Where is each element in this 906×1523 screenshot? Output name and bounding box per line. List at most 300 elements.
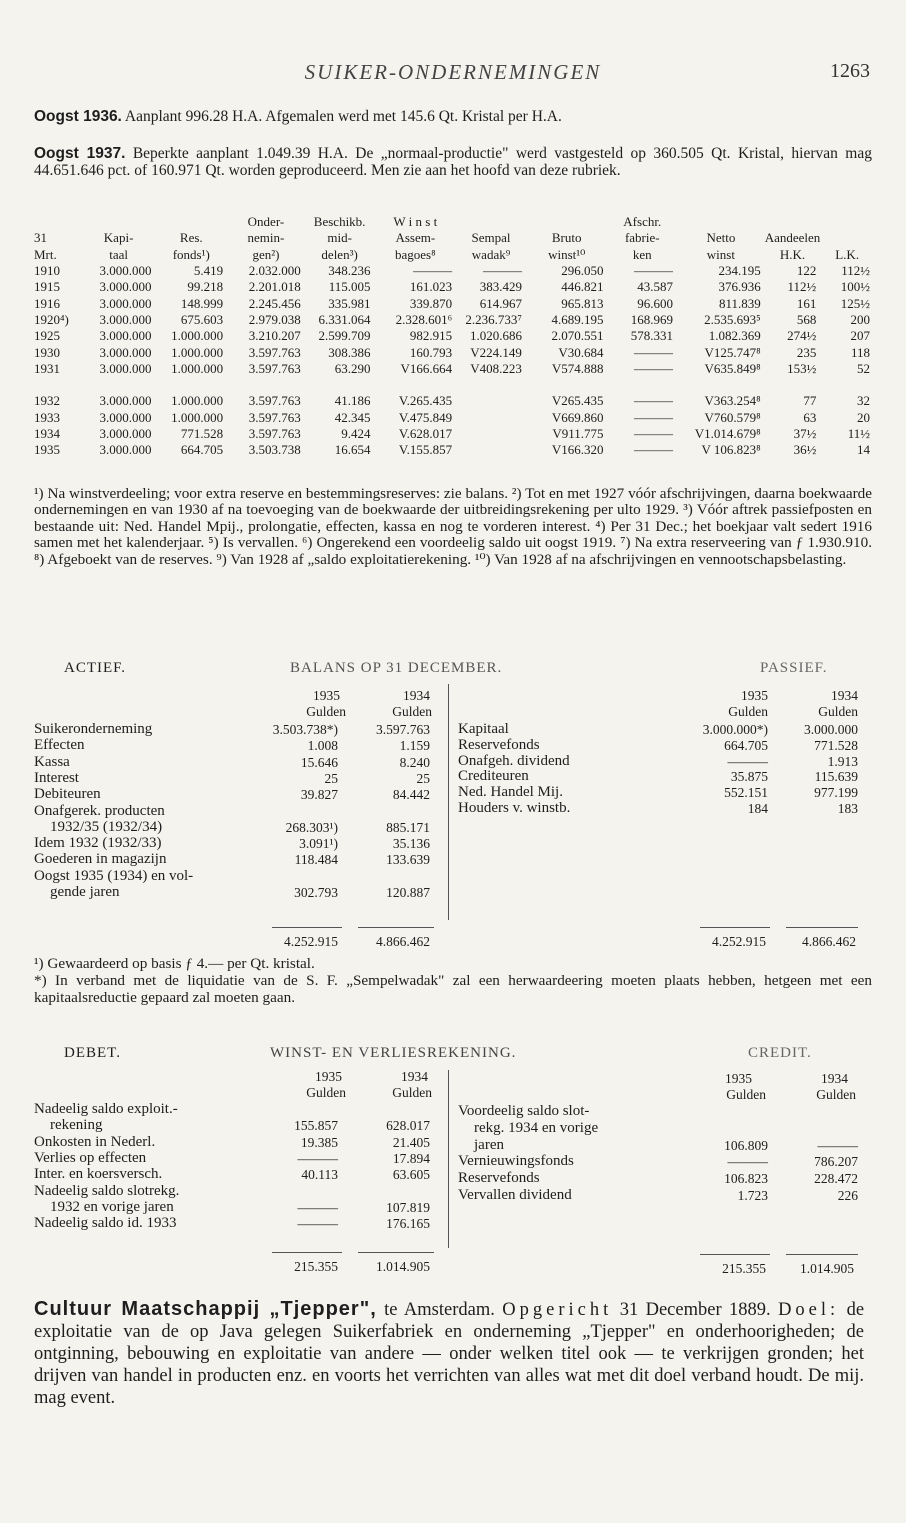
- actief-item-value-1934: 25: [416, 770, 430, 786]
- stats-row: [34, 328, 874, 344]
- stats-value-cell: V363.254⁸: [704, 393, 761, 409]
- credit-item-value-1935: ———: [727, 1154, 768, 1170]
- statistics-table: [34, 214, 874, 458]
- winst-credit-total-1934: 1.014.905: [800, 1261, 854, 1276]
- stats-value-cell: 20: [857, 409, 870, 425]
- debet-item-value-1935: ———: [297, 1199, 338, 1215]
- stats-value-cell: [677, 377, 765, 393]
- passief-item-label: Ned. Handel Mij.: [458, 784, 563, 801]
- stats-value-cell: 160.793: [409, 344, 453, 360]
- debet-item-label: Nadeelig saldo id. 1933: [34, 1215, 177, 1232]
- stats-value-cell: V911.775: [552, 426, 604, 441]
- actief-item-value-1934: 1.159: [399, 738, 430, 754]
- stats-value-cell: [375, 377, 457, 393]
- stats-value-cell: 578.331: [630, 328, 674, 344]
- stats-value-cell: [82, 377, 156, 393]
- stats-value-cell: 36½: [793, 442, 817, 458]
- stats-header-cell: wadak⁹: [471, 246, 511, 262]
- stats-value-cell: 122: [796, 263, 817, 279]
- stats-value-cell: V224.149: [470, 344, 522, 360]
- credit-item-value-1935: 1.723: [737, 1188, 768, 1203]
- passief-item-value-1935: 35.875: [730, 769, 768, 785]
- stats-header-cell: [677, 214, 765, 230]
- actief-item-label: gende jaren: [50, 884, 120, 900]
- actief-item-value-1934: 8.240: [399, 754, 430, 770]
- actief-item-value-1934: 120.887: [386, 885, 430, 900]
- credit-item-value-1935: 106.823: [724, 1171, 768, 1187]
- stats-year-cell: 1932: [34, 393, 60, 409]
- balans-actief-title: ACTIEF.: [64, 660, 127, 676]
- balans-actief-year1: 1935: [313, 688, 340, 703]
- stats-value-cell: 296.050: [561, 263, 604, 279]
- stats-value-cell: 1.000.000: [171, 328, 224, 344]
- stats-value-cell: 3.000.000: [99, 263, 152, 279]
- page-number: 1263: [830, 60, 870, 82]
- stats-value-cell: 3.000.000: [99, 344, 152, 360]
- stats-year-cell: 1934: [34, 426, 60, 441]
- credit-item-label: Voordeelig saldo slot-: [458, 1103, 590, 1119]
- actief-item-label: Onafgerek. producten: [34, 802, 165, 819]
- stats-header-cell: [456, 214, 526, 230]
- stats-row: [34, 393, 874, 409]
- stats-value-cell: 234.195: [718, 263, 761, 279]
- balans-passief-unit1: Gulden: [728, 704, 768, 719]
- debet-item-label: rekening: [50, 1117, 103, 1134]
- stats-header-cell: fabrie-: [624, 230, 660, 246]
- stats-value-cell: 3.000.000: [99, 442, 152, 458]
- stats-header-cell: Kapi-: [103, 230, 134, 246]
- opgericht-text: 31 December 1889.: [619, 1300, 771, 1320]
- stats-header-cell: [34, 214, 82, 230]
- stats-year-cell: 1930: [34, 344, 60, 360]
- stats-value-cell: ———: [634, 409, 674, 425]
- stats-value-cell: 3.597.763: [248, 393, 301, 409]
- stats-header-cell: gen²): [252, 246, 280, 262]
- winst-debet-year1: 1935: [315, 1069, 342, 1084]
- winst-credit-unit2: Gulden: [816, 1087, 856, 1102]
- stats-value-cell: [526, 377, 608, 393]
- stats-value-cell: 3.597.763: [248, 360, 301, 376]
- company-name: Cultuur Maatschappij „Tjepper",: [34, 1298, 377, 1320]
- balans-footnote-2: *) In verband met de liquidatie van de S. F. „Sempelwadak" zal een herwaardeering moeten plaats hebben, hetgeen met een kapitaalsreductie gepaard zal moeten gaan.: [34, 972, 872, 1006]
- stats-value-cell: ———: [634, 442, 674, 458]
- stats-header-cell: ken: [632, 246, 652, 262]
- stats-value-cell: 41.186: [334, 393, 371, 409]
- stats-value-cell: [305, 377, 375, 393]
- stats-value-cell: 1.000.000: [171, 360, 224, 376]
- passief-item-value-1935: 664.705: [724, 737, 768, 753]
- stats-row: [34, 410, 874, 426]
- winst-debet-title: DEBET.: [64, 1045, 121, 1061]
- stats-header-row: [34, 247, 874, 263]
- stats-value-cell: ———: [634, 263, 674, 279]
- stats-row: [34, 442, 874, 458]
- stats-value-cell: V265.435: [551, 393, 604, 409]
- balans-passief-year2: 1934: [831, 688, 858, 703]
- balans-passief-total-1934: 4.866.462: [802, 934, 856, 949]
- passief-item-value-1934: 771.528: [814, 737, 858, 753]
- stats-value-cell: 3.000.000: [99, 426, 152, 441]
- stats-header-cell: [820, 230, 874, 246]
- passief-item-value-1934: 1.913: [827, 753, 858, 769]
- stats-value-cell: [456, 393, 526, 409]
- stats-value-cell: 675.603: [180, 311, 224, 327]
- debet-item-label: Onkosten in Nederl.: [34, 1133, 156, 1150]
- stats-row: [34, 295, 874, 311]
- passief-item-value-1934: 3.000.000: [804, 722, 858, 737]
- doel-text: de exploitatie van de op Java gelegen Suikerfabriek en onderneming „Tjepper" en onderhoorigheden; de ontginning, bebouwing en exploitatie van andere — onder welken titel ook — te verkrijgen gronden; het drijven van handel in producten enz. en voorts het verrichten van alles wat met dit doel verband houdt. De mij. mag event.: [34, 1300, 865, 1408]
- stats-value-cell: 100½: [840, 279, 870, 295]
- stats-value-cell: 3.000.000: [99, 393, 152, 409]
- stats-value-cell: 99.218: [187, 279, 224, 295]
- doel-label: Doel:: [778, 1300, 840, 1320]
- stats-value-cell: 43.587: [637, 279, 674, 295]
- actief-item-label: Goederen in magazijn: [34, 851, 167, 868]
- stats-value-cell: 16.654: [334, 442, 371, 458]
- stats-value-cell: [456, 426, 526, 442]
- debet-item-value-1934: 63.605: [392, 1167, 430, 1183]
- passief-item-value-1935: ———: [727, 753, 768, 769]
- stats-value-cell: 168.969: [630, 311, 674, 327]
- debet-item-value-1935: 40.113: [301, 1167, 338, 1183]
- stats-value-cell: [456, 377, 526, 393]
- balans-footnote-1: ¹) Gewaardeerd op basis ƒ 4.— per Qt. kristal.: [34, 955, 315, 972]
- actief-item-value-1935: 25: [324, 770, 338, 786]
- stats-value-cell: 235: [796, 344, 817, 360]
- winst-credit-total-rule2: [786, 1254, 858, 1255]
- stats-value-cell: 52: [857, 360, 870, 376]
- stats-value-cell: 3.000.000: [99, 360, 152, 376]
- credit-item-label: Vernieuwingsfonds: [458, 1153, 574, 1170]
- stats-value-cell: ———: [634, 393, 674, 409]
- actief-item-label: Oogst 1935 (1934) en vol-: [34, 867, 194, 884]
- stats-value-cell: 125½: [840, 295, 870, 311]
- stats-value-cell: 3.210.207: [248, 328, 301, 344]
- stats-value-cell: 112½: [841, 263, 870, 279]
- balans-passief-total-rule2: [786, 927, 858, 928]
- stats-header-cell: Afschr.: [623, 214, 662, 230]
- debet-item-label: Nadeelig saldo slotrekg.: [34, 1182, 180, 1199]
- oogst-1936-label: Oogst 1936.: [34, 108, 122, 125]
- stats-value-cell: 207: [850, 328, 870, 344]
- winst-credit-unit1: Gulden: [726, 1087, 766, 1102]
- debet-item-label: Verlies op effecten: [34, 1149, 147, 1166]
- stats-header-cell: L.K.: [835, 246, 860, 262]
- stats-value-cell: 3.597.763: [248, 344, 301, 360]
- stats-value-cell: 1.000.000: [171, 344, 224, 360]
- actief-item-value-1935: 302.793: [294, 885, 338, 900]
- stats-value-cell: 37½: [793, 426, 817, 441]
- stats-value-cell: 446.821: [561, 279, 604, 295]
- actief-item-label: Kassa: [34, 753, 70, 770]
- running-header-title: SUIKER-ONDERNEMINGEN: [304, 60, 602, 84]
- oogst-1937-paragraph: [34, 146, 872, 180]
- stats-value-cell: V.155.857: [398, 442, 453, 458]
- stats-year-cell: 1931: [34, 360, 60, 376]
- debet-item-value-1935: 155.857: [294, 1118, 338, 1134]
- stats-value-cell: 14: [857, 442, 870, 458]
- stats-value-cell: 2.032.000: [248, 263, 301, 279]
- debet-item-label: Inter. en koersversch.: [34, 1166, 163, 1183]
- actief-item-value-1934: 35.136: [392, 836, 430, 852]
- passief-item-label: Houders v. winstb.: [458, 800, 571, 816]
- actief-item-value-1934: 84.442: [392, 787, 430, 803]
- stats-value-cell: V574.888: [551, 360, 604, 376]
- stats-value-cell: 1.020.686: [469, 328, 522, 344]
- stats-year-cell: [34, 377, 82, 393]
- stats-value-cell: V 106.823⁸: [701, 442, 761, 458]
- winst-credit-total-1935: 215.355: [722, 1261, 766, 1276]
- credit-item-value-1934: 786.207: [814, 1154, 858, 1170]
- stats-value-cell: 2.201.018: [248, 279, 301, 295]
- credit-item-value-1934: 228.472: [814, 1171, 858, 1187]
- passief-item-value-1935: 552.151: [724, 785, 768, 801]
- passief-item-value-1934: 115.639: [814, 769, 858, 785]
- stats-value-cell: [820, 377, 874, 393]
- stats-value-cell: 811.839: [718, 295, 761, 311]
- credit-item-value-1934: 226: [837, 1188, 858, 1203]
- stats-header-cell: [155, 214, 227, 230]
- stats-header-cell: H.K.: [779, 246, 806, 262]
- stats-value-cell: 32: [857, 393, 870, 409]
- passief-item-label: Onafgeh. dividend: [458, 752, 570, 769]
- passief-item-value-1935: 184: [747, 801, 768, 816]
- passief-item-label: Kapitaal: [458, 721, 509, 737]
- stats-value-cell: V669.860: [551, 409, 604, 425]
- stats-value-cell: 3.000.000: [99, 328, 152, 344]
- stats-value-cell: 308.386: [328, 344, 371, 360]
- actief-item-value-1935: 3.503.738*): [272, 722, 338, 737]
- stats-row: [34, 361, 874, 377]
- stats-row: [34, 279, 874, 295]
- stats-header-cell: Sempal: [471, 230, 511, 246]
- oogst-1937-text: Beperkte aanplant 1.049.39 H.A. De „normaal-productie" werd vastgesteld op 360.505 Qt. Kristal, hiervan mag 44.651.646 pct. of 160.971 Qt. worden geproduceerd. Men zie aan het hoofd van deze rubriek.: [34, 145, 872, 179]
- winst-credit-title: CREDIT.: [748, 1045, 812, 1061]
- stats-row: [34, 344, 874, 360]
- debet-item-label: Nadeelig saldo exploit.-: [34, 1101, 178, 1117]
- balans-actief-total-1935: 4.252.915: [284, 934, 338, 949]
- balans-actief-total-rule1: [272, 927, 342, 928]
- oogst-1936-paragraph: [34, 109, 872, 126]
- stats-row: [34, 263, 874, 279]
- stats-value-cell: 112½: [787, 279, 817, 295]
- stats-value-cell: 3.000.000: [99, 311, 152, 327]
- company-location: te Amsterdam.: [384, 1300, 495, 1320]
- stats-header-cell: fonds¹): [172, 246, 210, 262]
- stats-value-cell: 6.331.064: [318, 311, 371, 327]
- stats-value-cell: V408.223: [470, 360, 522, 376]
- stats-value-cell: 3.000.000: [99, 279, 152, 295]
- stats-value-cell: 771.528: [180, 426, 224, 441]
- stats-header-cell: mid-: [327, 230, 352, 246]
- stats-value-cell: 339.870: [409, 295, 453, 311]
- stats-header-cell: taal: [109, 246, 128, 262]
- winst-credit-total-rule1: [700, 1254, 770, 1255]
- stats-header-cell: Aandeelen: [764, 230, 821, 246]
- stats-value-cell: V166.320: [551, 442, 604, 458]
- stats-value-cell: 5.419: [193, 263, 224, 279]
- winst-debet-total-1934: 1.014.905: [376, 1259, 430, 1274]
- stats-header-cell: Netto: [706, 230, 736, 246]
- debet-item-value-1934: 176.165: [386, 1216, 430, 1232]
- winst-title: WINST- EN VERLIESREKENING.: [270, 1045, 517, 1061]
- stats-value-cell: 1.000.000: [171, 409, 224, 425]
- stats-header-cell: Assem-: [395, 230, 436, 246]
- stats-value-cell: [765, 377, 821, 393]
- stats-value-cell: 77: [803, 393, 817, 409]
- balans-actief-total-1934: 4.866.462: [376, 934, 430, 949]
- actief-item-value-1934: 885.171: [386, 819, 430, 835]
- actief-item-label: Idem 1932 (1932/33): [34, 835, 162, 852]
- stats-header-cell: winst¹⁰: [548, 246, 586, 262]
- stats-header-cell: [820, 214, 874, 230]
- stats-value-cell: 42.345: [334, 409, 371, 425]
- passief-item-value-1934: 183: [837, 801, 858, 816]
- passief-item-label: Reservefonds: [458, 736, 540, 753]
- stats-value-cell: 153½: [787, 360, 817, 376]
- stats-header-cell: [765, 214, 821, 230]
- stats-value-cell: V.628.017: [398, 426, 453, 441]
- actief-item-label: Suikeronderneming: [34, 721, 153, 737]
- stats-value-cell: 3.597.763: [248, 409, 301, 425]
- debet-item-value-1934: 628.017: [386, 1118, 430, 1134]
- stats-value-cell: 148.999: [180, 295, 224, 311]
- debet-item-value-1934: 21.405: [392, 1134, 430, 1150]
- balans-divider: [448, 684, 449, 920]
- oogst-1936-text: Aanplant 996.28 H.A. Afgemalen werd met 145.6 Qt. Kristal per H.A.: [124, 108, 562, 125]
- actief-item-value-1935: 1.008: [307, 738, 338, 754]
- stats-value-cell: [227, 377, 305, 393]
- stats-value-cell: 2.245.456: [248, 295, 301, 311]
- stats-value-cell: 200: [850, 311, 870, 327]
- stats-header-cell: nemin-: [247, 230, 285, 246]
- stats-header-cell: winst: [706, 246, 735, 262]
- stats-value-cell: 2.328.601⁶: [395, 311, 453, 327]
- stats-year-cell: 1910: [34, 263, 60, 279]
- winst-debet-unit2: Gulden: [392, 1085, 432, 1100]
- stats-value-cell: V166.664: [400, 360, 453, 376]
- stats-value-cell: 161.023: [409, 279, 453, 295]
- stats-value-cell: ———: [413, 263, 453, 279]
- winst-debet-total-rule1: [272, 1252, 342, 1253]
- stats-value-cell: 664.705: [180, 442, 224, 458]
- winst-credit-year1: 1935: [725, 1071, 752, 1086]
- winst-debet-unit1: Gulden: [306, 1085, 346, 1100]
- company-paragraph: [34, 1298, 864, 1409]
- actief-item-value-1935: 15.646: [300, 754, 338, 770]
- balans-passief-unit2: Gulden: [818, 704, 858, 719]
- balans-passief-total-rule1: [700, 927, 770, 928]
- stats-value-cell: 161: [796, 295, 817, 311]
- stats-value-cell: 965.813: [561, 295, 604, 311]
- balans-title: BALANS OP 31 DECEMBER.: [290, 660, 503, 676]
- actief-item-label: Interest: [34, 769, 79, 786]
- stats-header-cell: [526, 214, 608, 230]
- winst-credit-year2: 1934: [821, 1071, 848, 1086]
- actief-item-label: Debiteuren: [34, 786, 101, 803]
- stats-value-cell: 3.597.763: [248, 426, 301, 441]
- actief-item-label: 1932/35 (1932/34): [50, 818, 163, 835]
- stats-row: [34, 312, 874, 328]
- balans-actief-year2: 1934: [403, 688, 430, 703]
- balans-actief-unit2: Gulden: [392, 704, 432, 719]
- stats-year-cell: 1916: [34, 295, 60, 311]
- credit-item-label: rekg. 1934 en vorige: [474, 1119, 599, 1136]
- stats-header-cell: [82, 214, 156, 230]
- stats-row: [34, 426, 874, 442]
- footnotes-paragraph: ¹) Na winstverdeeling; voor extra reserve en bestemmingsreserves: zie balans. ²) Tot en met 1927 vóór afschrijvingen, daarna boekwaarde ondernemingen en van 1930 af na toevoeging van de boekwaarde der uitbreidingsrekening per ulto 1929. ³) Vóór aftrek passiefposten en bestaande uit: Ned. Handel Mpij., prolongatie, effecten, kassa en nog te vorderen interest. ⁴) Per 31 Dec.; het boekjaar valt sedert 1916 samen met het kalenderjaar. ⁵) Is vervallen. ⁶) Ongerekend een voordeelig saldo uit oogst 1919. ⁷) Na extra reserveering van ƒ 1.930.910. ⁸) Afgeboekt van de reserves. ⁹) Van 1928 af „saldo exploitatierekening. ¹⁰) Van 1928 af na afschrijvingen en vennootschapsbelasting.: [34, 485, 872, 568]
- stats-value-cell: 2.979.038: [248, 311, 301, 327]
- balans-passief-year1: 1935: [741, 688, 768, 703]
- stats-value-cell: [456, 410, 526, 426]
- credit-item-value-1935: 106.809: [724, 1137, 768, 1153]
- stats-value-cell: V.475.849: [398, 409, 453, 425]
- stats-value-cell: 11½: [847, 426, 870, 441]
- stats-value-cell: ———: [634, 426, 674, 441]
- debet-item-value-1934: 17.894: [392, 1150, 430, 1166]
- stats-header-cell: Onder-: [247, 214, 285, 230]
- debet-item-value-1935: ———: [297, 1150, 338, 1166]
- debet-item-label: 1932 en vorige jaren: [50, 1198, 174, 1215]
- stats-value-cell: 1.000.000: [171, 393, 224, 409]
- opgericht-label: Opgericht: [502, 1300, 613, 1320]
- stats-value-cell: V.265.435: [398, 393, 453, 409]
- debet-item-value-1935: ———: [297, 1216, 338, 1232]
- actief-item-value-1935: 3.091¹): [299, 836, 338, 852]
- stats-year-cell: 1935: [34, 442, 60, 458]
- stats-value-cell: ———: [634, 344, 674, 360]
- stats-year-cell: 1915: [34, 279, 60, 295]
- stats-value-cell: V635.849⁸: [704, 360, 761, 376]
- stats-header-cell: delen³): [321, 246, 358, 262]
- stats-value-cell: V30.684: [558, 344, 604, 360]
- actief-item-label: Effecten: [34, 737, 85, 754]
- actief-item-value-1935: 39.827: [300, 787, 338, 803]
- stats-row: [34, 377, 874, 393]
- stats-value-cell: ———: [482, 263, 522, 279]
- stats-value-cell: 2.599.709: [318, 328, 371, 344]
- stats-value-cell: 383.429: [479, 279, 522, 295]
- balans-passief-title: PASSIEF.: [760, 660, 828, 676]
- stats-header-row: [34, 214, 874, 230]
- passief-item-value-1934: 977.199: [814, 785, 858, 801]
- stats-value-cell: 614.967: [479, 295, 522, 311]
- stats-value-cell: 568: [796, 311, 817, 327]
- stats-value-cell: [607, 377, 677, 393]
- stats-value-cell: 118: [850, 344, 870, 360]
- stats-value-cell: 96.600: [637, 295, 674, 311]
- stats-value-cell: [155, 377, 227, 393]
- actief-item-value-1935: 118.484: [294, 852, 338, 868]
- stats-value-cell: ———: [634, 360, 674, 376]
- stats-header-cell: Bruto: [551, 230, 582, 246]
- credit-item-label: jaren: [474, 1136, 504, 1153]
- balans-actief-total-rule2: [358, 927, 434, 928]
- debet-item-value-1935: 19.385: [300, 1134, 338, 1150]
- winst-debet-total-rule2: [358, 1252, 434, 1253]
- stats-value-cell: 2.535.693⁵: [704, 311, 761, 327]
- stats-value-cell: 9.424: [341, 426, 371, 441]
- stats-value-cell: 3.000.000: [99, 295, 152, 311]
- stats-header-cell: Res.: [179, 230, 203, 246]
- stats-value-cell: 335.981: [328, 295, 371, 311]
- stats-value-cell: 3.000.000: [99, 409, 152, 425]
- stats-value-cell: V1.014.679⁸: [694, 426, 761, 441]
- credit-item-label: Vervallen dividend: [458, 1187, 572, 1203]
- actief-item-value-1934: 3.597.763: [376, 722, 430, 737]
- stats-value-cell: 2.236.733⁷: [465, 311, 522, 327]
- stats-year-cell: 1933: [34, 409, 60, 425]
